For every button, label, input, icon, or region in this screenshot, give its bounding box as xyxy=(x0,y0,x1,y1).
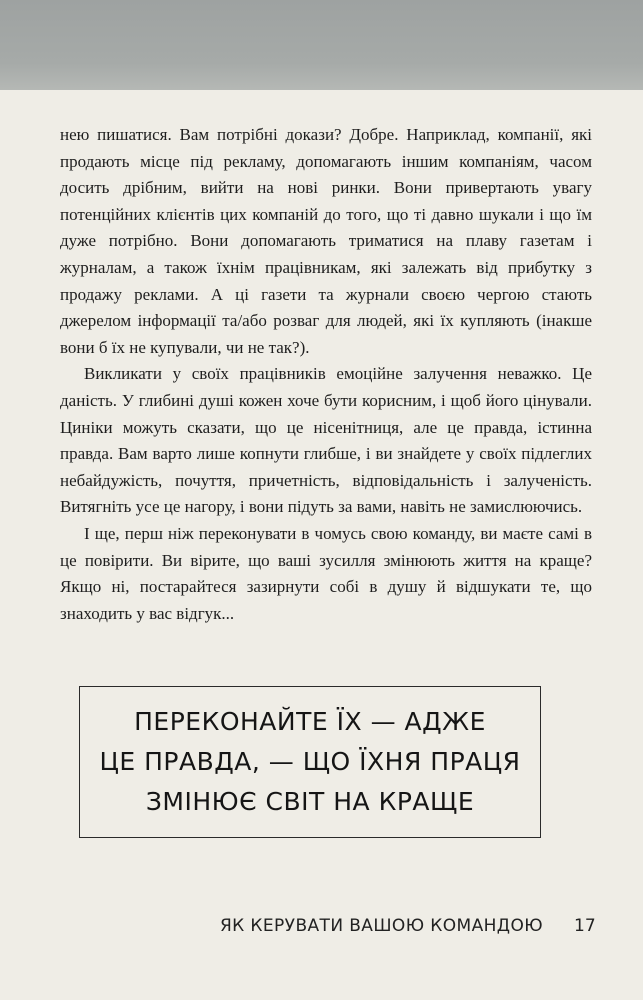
paragraph: І ще, перш ніж переконувати в чомусь свою команду, ви маєте самі в це повірити. Ви вірите, що ваші зусилля змінюють життя на краще? Якщо ні, постарайтеся зазирнути собі в душу й відшукати те, що знаходить у вас відгук... xyxy=(60,523,592,623)
running-head: ЯК КЕРУВАТИ ВАШОЮ КОМАНДОЮ xyxy=(219,916,543,936)
pull-quote-line: ЗМІНЮЄ СВІТ НА КРАЩЕ xyxy=(145,787,475,816)
pull-quote-line: ПЕРЕКОНАЙТЕ ЇХ — АДЖЕ xyxy=(134,707,486,736)
scan-top-margin xyxy=(0,0,643,90)
page-number: 17 xyxy=(574,916,596,936)
body-text xyxy=(60,122,592,627)
paragraph: нею пишатися. Вам потрібні докази? Добре. Наприклад, компанії, які продають місце під рекламу, допомагають іншим компаніям, часом досить дрібним, вийти на нові ринки. Вони привертають увагу потенційних клієнтів цих компаній до того, що ті давно шукали і що їм дуже потрібно. Вони допомагають триматися на плаву газетам і журналам, а також їхнім працівникам, які залежать від прибутку з продажу реклами. А ці газети та журнали своєю чергою стають джерелом інформації та/або розваг для людей, які їх купляють (інакше вони б їх не купували, чи не так?). xyxy=(60,125,592,357)
page-footer xyxy=(0,916,643,946)
paragraph: Викликати у своїх працівників емоційне залучення неважко. Це даність. У глибині душі кожен хоче бути корисним, і щоб його цінували. Циніки можуть сказати, що це нісенітниця, але це правда, істинна правда. Вам варто лише копнути глибше, і ви знайдете у своїх підлеглих небайдужість, почуття, причетність, відповідальність і залученість. Витягніть усе це нагору, і вони підуть за вами, навіть не замислюючись. xyxy=(60,364,592,517)
pull-quote-line: ЦЕ ПРАВДА, — ЩО ЇХНЯ ПРАЦЯ xyxy=(99,747,521,776)
pull-quote-box xyxy=(79,686,541,838)
